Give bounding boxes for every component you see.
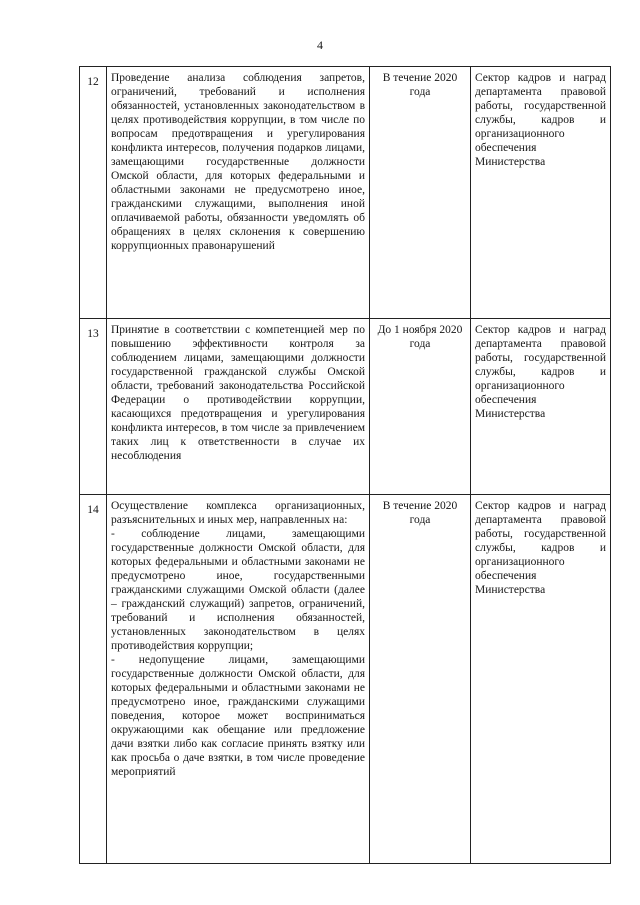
activity-cell — [107, 495, 370, 864]
row-number: 12 — [80, 67, 107, 319]
activity-item: - недопущение лицами, замещающими государственные должности Омской области, для которых федеральными и областными законами не предусмотрено иное, гражданскими служащими поведения, которое может восприниматься окружающими как обещание или предложение дачи взятки либо как согласие принять взятку или как просьба о даче взятки, в том числе проведение мероприятий — [111, 654, 365, 778]
table-row — [80, 319, 611, 495]
activity-intro: Осуществление комплекса организационных, разъяснительных и иных мер, направленных на: — [111, 500, 365, 526]
row-number: 13 — [80, 319, 107, 495]
responsible-cell: Сектор кадров и наград департамента правовой работы, государственной службы, кадров и организационного обеспечения Министерства — [471, 319, 611, 495]
term-cell: В течение 2020 года — [370, 67, 471, 319]
term-cell: В течение 2020 года — [370, 495, 471, 864]
activity-cell: Проведение анализа соблюдения запретов, ограничений, требований и исполнения обязанностей, установленных законодательством в целях противодействия коррупции, в том числе по вопросам предотвращения и урегулирования конфликта интересов, получения подарков лицами, замещающими государственные должности Омской области, для которых федеральными и областными законами не предусмотрено иное, гражданскими служащими, выполнения иной оплачиваемой работы, обязанности уведомлять об обращениях в целях склонения к совершению коррупционных правонарушений — [107, 67, 370, 319]
table-row — [80, 67, 611, 319]
action-plan-table — [79, 66, 611, 864]
activity-cell: Принятие в соответствии с компетенцией мер по повышению эффективности контроля за соблюдением лицами, замещающими должности государственной гражданской службы Омской области, требований законодательства Российской Федерации о противодействии коррупции, касающихся предотвращения и урегулирования конфликта интересов, в том числе за привлечением таких лиц к ответственности в случае их несоблюдения — [107, 319, 370, 495]
table-row — [80, 495, 611, 864]
term-cell: До 1 ноября 2020 года — [370, 319, 471, 495]
responsible-cell: Сектор кадров и наград департамента правовой работы, государственной службы, кадров и организационного обеспечения Министерства — [471, 67, 611, 319]
row-number: 14 — [80, 495, 107, 864]
activity-item: - соблюдение лицами, замещающими государственные должности Омской области, для которых федеральными и областными законами не предусмотрено иное, государственными гражданскими служащими Омской области (далее – гражданский служащий) запретов, ограничений, требований и исполнения обязанностей, установленных законодательством в целях противодействия коррупции; — [111, 528, 365, 652]
responsible-cell: Сектор кадров и наград департамента правовой работы, государственной службы, кадров и организационного обеспечения Министерства — [471, 495, 611, 864]
page-number: 4 — [317, 38, 323, 52]
